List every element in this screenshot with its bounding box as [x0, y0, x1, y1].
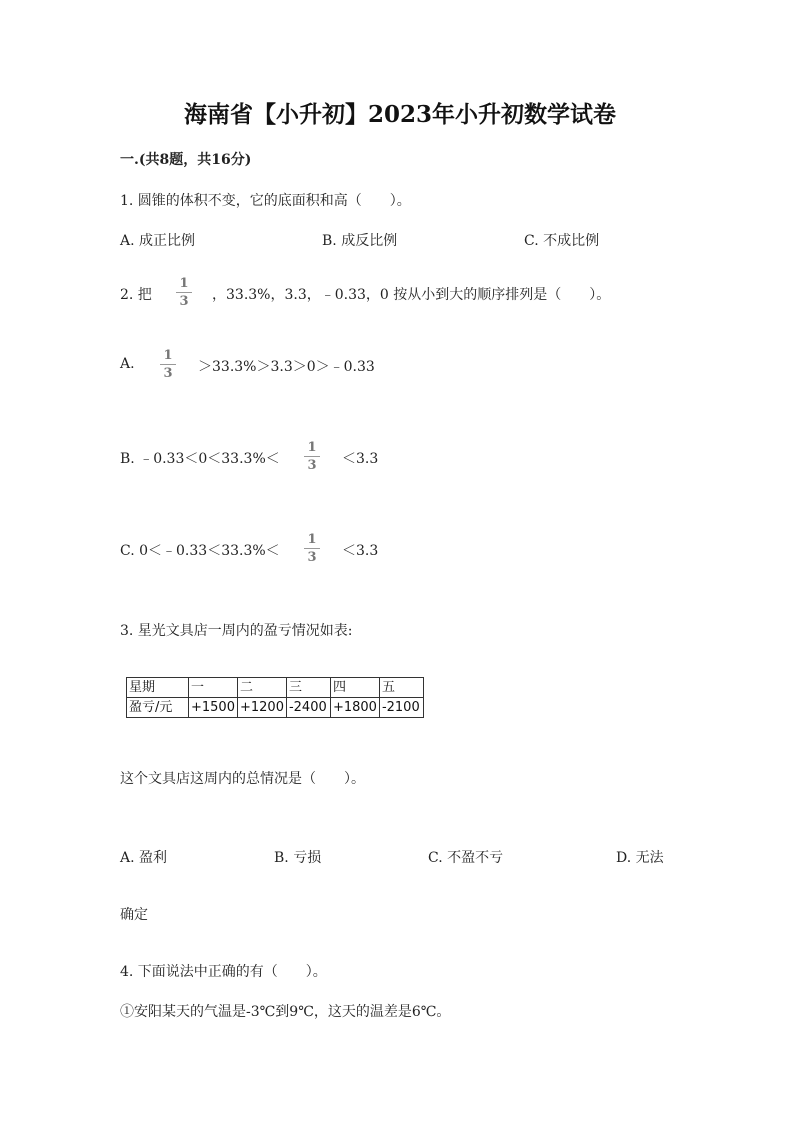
- table-cell: 四: [330, 678, 379, 698]
- fraction-denominator: 3: [307, 550, 317, 565]
- q2-fraction: [176, 276, 192, 309]
- q1-option-b: B. 成反比例: [322, 233, 398, 249]
- q2-stem-suffix: ，33.3%，3.3，﹣0.33，0 按从小到大的顺序排列是（ ）。: [212, 287, 611, 303]
- table-cell: +1200: [237, 698, 286, 718]
- fraction-bar: [160, 364, 176, 365]
- table-cell: -2100: [379, 698, 423, 718]
- fraction-bar: [304, 548, 320, 549]
- q2-option-b-tail: ＜3.3: [342, 451, 379, 467]
- fraction-denominator: 3: [307, 458, 317, 473]
- fraction-bar: [304, 456, 320, 457]
- fraction-denominator: 3: [179, 294, 189, 309]
- q1-stem: 1. 圆锥的体积不变，它的底面积和高（ ）。: [120, 193, 411, 209]
- q1-option-c: C. 不成比例: [524, 233, 600, 249]
- table-cell: +1800: [330, 698, 379, 718]
- fraction-numerator: 1: [163, 348, 173, 363]
- q2-option-a-label: A.: [120, 356, 135, 372]
- q3-option-d: D. 无法: [616, 850, 664, 866]
- table-cell: 一: [189, 678, 238, 698]
- fraction-numerator: 1: [179, 276, 189, 291]
- q3-stem: 3. 星光文具店一周内的盈亏情况如表:: [120, 623, 353, 639]
- fraction-bar: [176, 292, 192, 293]
- profit-loss-table: [126, 677, 424, 718]
- q3-option-b: B. 亏损: [274, 850, 322, 866]
- table-cell: 星期: [127, 678, 189, 698]
- q3-option-c: C. 不盈不亏: [428, 850, 504, 866]
- table-cell: 五: [379, 678, 423, 698]
- fraction-denominator: 3: [163, 366, 173, 381]
- q1-option-a: A. 成正比例: [120, 233, 196, 249]
- q2-option-c-tail: ＜3.3: [342, 543, 379, 559]
- q2-stem-prefix: 2. 把: [120, 287, 152, 303]
- q2-option-c-text: C. 0＜﹣0.33＜33.3%＜: [120, 543, 280, 559]
- q3-question: 这个文具店这周内的总情况是（ ）。: [120, 771, 365, 787]
- fraction-numerator: 1: [307, 532, 317, 547]
- table-cell: 盈亏/元: [127, 698, 189, 718]
- fraction-numerator: 1: [307, 440, 317, 455]
- table-cell: 二: [237, 678, 286, 698]
- q3-option-d-wrap: 确定: [120, 907, 148, 923]
- table-cell: -2400: [286, 698, 330, 718]
- table-cell: 三: [286, 678, 330, 698]
- q2-option-b-fraction: [304, 440, 320, 473]
- q3-option-a: A. 盈利: [120, 850, 168, 866]
- table-cell: +1500: [189, 698, 238, 718]
- q2-option-b-text: B. ﹣0.33＜0＜33.3%＜: [120, 451, 280, 467]
- page-title: 海南省【小升初】2023年小升初数学试卷: [183, 101, 616, 128]
- q2-option-a-text: ＞33.3%＞3.3＞0＞﹣0.33: [198, 359, 375, 375]
- table-row: [127, 698, 424, 718]
- q2-option-a-fraction: [160, 348, 176, 381]
- section-heading: 一.(共8题，共16分): [120, 152, 252, 168]
- q4-stem: 4. 下面说法中正确的有（ ）。: [120, 964, 327, 980]
- q4-item-1: ①安阳某天的气温是-3℃到9℃，这天的温差是6℃。: [120, 1004, 451, 1020]
- q2-option-c-fraction: [304, 532, 320, 565]
- table-row: [127, 678, 424, 698]
